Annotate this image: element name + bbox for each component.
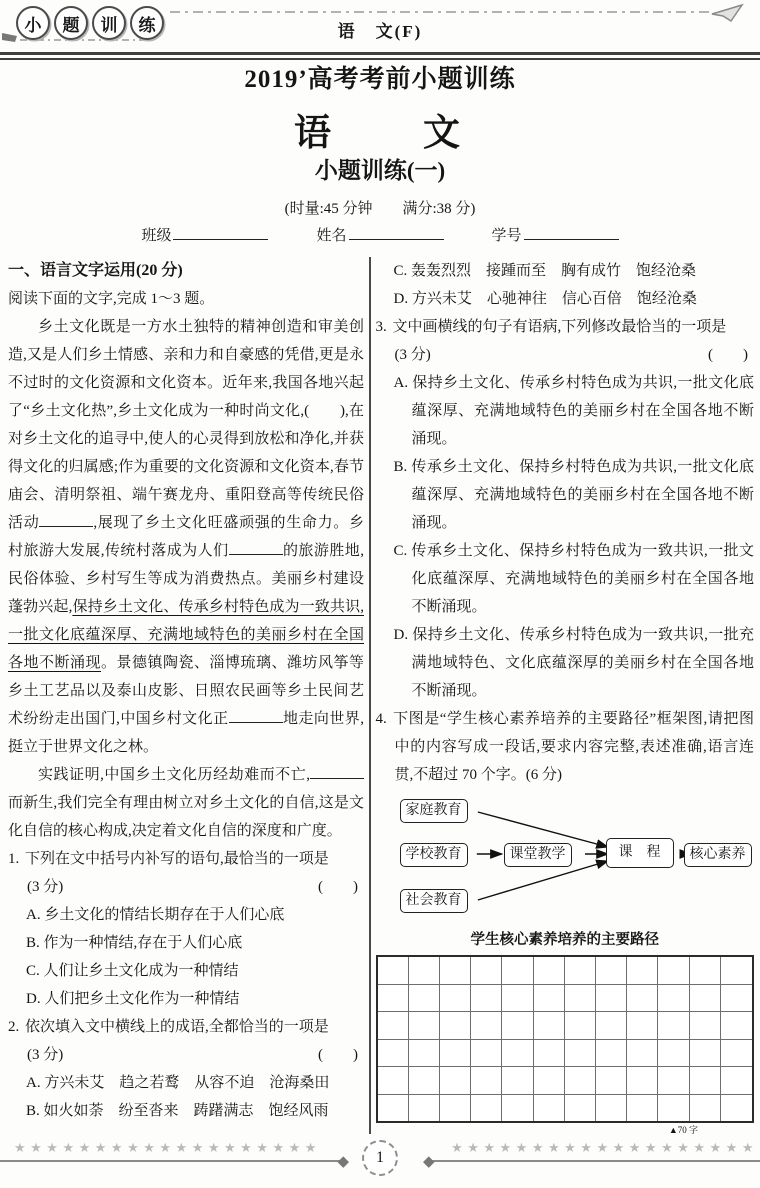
option-text: 方兴未艾 心驰神往 信心百倍 饱经沧桑 — [411, 291, 697, 307]
grid-cell[interactable] — [596, 1012, 627, 1040]
option-a — [376, 369, 755, 453]
grid-cell[interactable] — [721, 957, 752, 985]
footer-rule-left — [0, 1140, 349, 1170]
diagram-caption: 学生核心素养培养的主要路径 — [470, 932, 659, 948]
question-2 — [8, 1013, 364, 1125]
grid-cell[interactable] — [471, 1040, 502, 1068]
grid-cell[interactable] — [690, 1095, 721, 1122]
question-2-stem — [8, 1013, 364, 1041]
diamond-icon: ◆ — [423, 1154, 435, 1170]
student-info-fields — [0, 224, 760, 245]
option-d — [8, 985, 364, 1013]
grid-cell[interactable] — [409, 1067, 440, 1095]
answer-bracket[interactable]: ( ) — [318, 879, 358, 895]
grid-cell[interactable] — [565, 1012, 596, 1040]
class-field — [141, 224, 268, 245]
question-number: 4. — [375, 711, 387, 727]
grid-cell[interactable] — [627, 1067, 658, 1095]
page-footer — [0, 1134, 760, 1182]
grid-cell[interactable] — [502, 1067, 533, 1095]
grid-cell[interactable] — [440, 1040, 471, 1068]
passage-text: 而新生,我们完全有理由树立对乡土文化的自信,这是文化自信的核心构成,决定着文化自信的深度和广度。 — [8, 795, 364, 839]
question-3-stem — [376, 313, 755, 341]
score-label: (3 分) — [27, 879, 64, 895]
grid-cell[interactable] — [565, 957, 596, 985]
option-label: D. — [393, 627, 409, 643]
passage-text: 乡土文化既是一方水土独特的精神创造和审美创造,又是人们乡土情感、亲和力和自豪感的凭借,更是永不过时的文化资源和文化资本。近年来,我国各地兴起了“乡土文化热”,乡土文化成为一种时尚文化,( ),在对乡土文化的追寻中,使人的心灵得到放松和净化,并获得文化的归属感;作为重要的文化资源和文化资本,春节庙会、清明祭祖、端午赛龙舟、重阳登高等传统民俗活动 — [8, 319, 364, 531]
logo-char: 训 — [92, 6, 126, 40]
diagram-box-family-education: 家庭教育 — [400, 799, 468, 823]
question-number: 3. — [375, 319, 387, 335]
fill-in-blank[interactable] — [39, 512, 93, 527]
question-number: 2. — [8, 1019, 20, 1035]
grid-cell[interactable] — [409, 1095, 440, 1122]
grid-cell[interactable] — [721, 1012, 752, 1040]
option-text: 轰轰烈烈 接踵而至 胸有成竹 饱经沧桑 — [411, 263, 697, 279]
header-subject: 语 文(F) — [337, 22, 423, 41]
option-c — [376, 257, 755, 285]
grid-cell[interactable] — [690, 1040, 721, 1068]
option-d — [376, 285, 755, 313]
question-stem-text: 下图是“学生核心素养培养的主要路径”框架图,请把图中的内容写成一段话,要求内容完整,表述准确,语言连贯,不超过 70 个字。 — [392, 711, 754, 783]
option-a — [8, 1069, 364, 1097]
option-d — [376, 621, 755, 705]
passage-paragraph-2 — [8, 761, 364, 845]
answer-bracket[interactable]: ( ) — [708, 347, 748, 363]
option-label: C. — [393, 263, 408, 279]
grid-cell[interactable] — [690, 985, 721, 1013]
grid-cell[interactable] — [534, 957, 565, 985]
answer-grid — [376, 955, 755, 1123]
grid-cell[interactable] — [596, 985, 627, 1013]
diagram-box-core-literacy: 核心素养 — [684, 843, 752, 867]
underlined-sentence: 保持乡土文化、传承乡村特色成为一致共识,一批文化底蕴深厚、充满地域特色的美丽乡村在全国各地不断涌现 — [8, 599, 364, 671]
logo-char: 练 — [130, 6, 164, 40]
option-label: D. — [393, 291, 409, 307]
page-title: 2019’高考考前小题训练 — [244, 66, 516, 93]
grid-cell[interactable] — [378, 985, 409, 1013]
grid-cell[interactable] — [440, 1012, 471, 1040]
grid-cell[interactable] — [690, 1012, 721, 1040]
grid-cell[interactable] — [471, 1095, 502, 1122]
grid-cell[interactable] — [378, 1095, 409, 1122]
question-3 — [376, 313, 755, 705]
question-3-scoreline — [376, 341, 755, 369]
class-label: 班级 — [141, 228, 172, 244]
name-label: 姓名 — [316, 228, 347, 244]
option-c — [8, 957, 364, 985]
grid-cell[interactable] — [565, 1067, 596, 1095]
question-4-stem — [376, 705, 755, 789]
option-label: B. — [26, 1103, 40, 1119]
logo-char: 小 — [16, 6, 50, 40]
score-label: (6 分) — [525, 767, 563, 783]
question-stem-text: 依次填入文中横线上的成语,全都恰当的一项是 — [25, 1019, 329, 1035]
grid-cell[interactable] — [658, 985, 689, 1013]
grid-cell[interactable] — [565, 985, 596, 1013]
grid-cell[interactable] — [471, 985, 502, 1013]
option-text: 保持乡土文化、传承乡村特色成为一致共识,一批充满地域特色、文化底蕴深厚的美丽乡村在全国各地不断涌现。 — [411, 627, 754, 699]
passage-text: 的旅游胜地,民俗体验、乡村写生等成为消费热点。美丽乡村建设蓬勃兴起, — [8, 543, 364, 615]
option-label: B. — [26, 935, 40, 951]
grid-cell[interactable] — [627, 957, 658, 985]
grid-cell[interactable] — [502, 1095, 533, 1122]
score-label: (3 分) — [27, 1047, 64, 1063]
option-a — [8, 901, 364, 929]
grid-cell[interactable] — [658, 1067, 689, 1095]
grid-cell[interactable] — [440, 957, 471, 985]
grid-cell[interactable] — [440, 1095, 471, 1122]
grid-cell[interactable] — [409, 1040, 440, 1068]
grid-cell[interactable] — [534, 1067, 565, 1095]
question-2-scoreline — [8, 1041, 364, 1069]
grid-cell[interactable] — [596, 1067, 627, 1095]
passage-text: 。景德镇陶瓷、淄博琉璃、潍坊风筝等乡土工艺品以及泰山皮影、日照农民画等乡土民间艺术纷纷走出国门,中国乡村文化正 — [8, 655, 364, 727]
fill-in-blank[interactable] — [229, 540, 283, 555]
option-text: 传承乡土文化、保持乡村特色成为一致共识,一批文化底蕴深厚、充满地域特色的美丽乡村在全国各地不断涌现。 — [411, 543, 754, 615]
grid-cell[interactable] — [502, 1012, 533, 1040]
grid-cell[interactable] — [534, 1095, 565, 1122]
grid-cell[interactable] — [502, 1040, 533, 1068]
right-column — [376, 257, 755, 1134]
id-label: 学号 — [491, 228, 522, 244]
diagram-box-society-education: 社会教育 — [400, 889, 468, 913]
answer-bracket[interactable]: ( ) — [318, 1047, 358, 1063]
class-fill-line[interactable] — [173, 224, 268, 240]
grid-cell[interactable] — [596, 1040, 627, 1068]
paper-subtitle: 小题训练(一) — [314, 158, 446, 183]
subject-title: 语 文 — [294, 113, 466, 154]
option-text: 保持乡土文化、传承乡村特色成为共识,一批文化底蕴深厚、充满地域特色的美丽乡村在全国各地不断涌现。 — [411, 375, 754, 447]
diagram-box-curriculum: 课 程 — [606, 838, 674, 868]
star-decoration: ★★★★★★★★★★★★★★★★★★★ — [14, 1140, 321, 1155]
word-limit-marker: ▲70 字 — [668, 1125, 698, 1135]
fill-in-blank[interactable] — [310, 764, 364, 779]
name-field — [316, 224, 443, 245]
grid-cell[interactable] — [627, 1012, 658, 1040]
option-b — [376, 453, 755, 537]
option-text: 如火如荼 纷至沓来 踌躇满志 饱经风雨 — [43, 1103, 329, 1119]
section-intro: 阅读下面的文字,完成 1～3 题。 — [8, 291, 215, 307]
grid-cell[interactable] — [721, 1040, 752, 1068]
question-number: 1. — [8, 851, 20, 867]
grid-cell[interactable] — [409, 1012, 440, 1040]
grid-cell[interactable] — [440, 1067, 471, 1095]
grid-cell[interactable] — [627, 985, 658, 1013]
passage-paragraph-1 — [8, 313, 364, 761]
grid-cell[interactable] — [658, 1040, 689, 1068]
option-text: 传承乡土文化、保持乡村特色成为共识,一批文化底蕴深厚、充满地域特色的美丽乡村在全国各地不断涌现。 — [411, 459, 754, 531]
grid-cell[interactable] — [378, 1067, 409, 1095]
option-b — [8, 929, 364, 957]
question-1 — [8, 845, 364, 1013]
question-stem-text: 文中画横线的句子有语病,下列修改最恰当的一项是 — [392, 319, 727, 335]
grid-cell[interactable] — [502, 957, 533, 985]
diagram-box-classroom-teaching: 课堂教学 — [504, 843, 572, 867]
section-heading: 一、语言文字运用(20 分) — [8, 262, 183, 279]
grid-cell[interactable] — [502, 985, 533, 1013]
option-label: D. — [26, 991, 41, 1007]
passage-text: 实践证明,中国乡土文化历经劫难而不亡, — [38, 767, 310, 783]
page-number: 1 — [362, 1140, 398, 1176]
option-label: A. — [26, 907, 41, 923]
question-4 — [376, 705, 755, 789]
option-b — [8, 1097, 364, 1125]
grid-cell[interactable] — [409, 957, 440, 985]
fill-in-blank[interactable] — [229, 708, 283, 723]
passage-text: 地走向世界,挺立于世界文化之林。 — [8, 711, 364, 755]
option-text: 人们把乡土文化作为一种情结 — [44, 991, 240, 1007]
grid-cell[interactable] — [596, 957, 627, 985]
grid-cell[interactable] — [658, 1095, 689, 1122]
grid-cell[interactable] — [627, 1040, 658, 1068]
grid-cell[interactable] — [409, 985, 440, 1013]
grid-cell[interactable] — [721, 1067, 752, 1095]
grid-cell[interactable] — [378, 957, 409, 985]
grid-cell[interactable] — [471, 1067, 502, 1095]
footer-rule-right — [423, 1140, 760, 1170]
grid-cell[interactable] — [658, 1012, 689, 1040]
option-label: A. — [26, 1075, 41, 1091]
column-divider — [369, 257, 371, 1134]
grid-cell[interactable] — [627, 1095, 658, 1122]
grid-cell[interactable] — [440, 985, 471, 1013]
name-fill-line[interactable] — [349, 224, 444, 240]
grid-cell[interactable] — [565, 1095, 596, 1122]
grid-cell[interactable] — [596, 1095, 627, 1122]
diagram-box-school-education: 学校教育 — [400, 843, 468, 867]
option-label: B. — [393, 459, 408, 475]
id-fill-line[interactable] — [524, 224, 619, 240]
option-text: 方兴未艾 趋之若鹜 从容不迫 沧海桑田 — [44, 1075, 330, 1091]
grid-cell[interactable] — [378, 1012, 409, 1040]
id-field — [492, 224, 619, 245]
star-decoration: ★★★★★★★★★★★★★★★★★★★ — [451, 1140, 758, 1155]
option-label: C. — [393, 543, 408, 559]
left-column — [8, 257, 364, 1134]
grid-cell[interactable] — [534, 985, 565, 1013]
option-text: 人们让乡土文化成为一种情结 — [43, 963, 239, 979]
option-label: C. — [26, 963, 40, 979]
question-1-stem — [8, 845, 364, 873]
time-score-meta: (时量:45 分钟 满分:38 分) — [284, 201, 476, 217]
logo-char: 题 — [54, 6, 88, 40]
option-text: 乡土文化的情结长期存在于人们心底 — [44, 907, 285, 923]
grid-cell[interactable] — [658, 957, 689, 985]
grid-cell[interactable] — [534, 1012, 565, 1040]
grid-cell[interactable] — [721, 1095, 752, 1122]
score-label: (3 分) — [394, 347, 431, 363]
grid-cell[interactable] — [471, 957, 502, 985]
pathway-diagram — [378, 797, 755, 927]
grid-cell[interactable] — [721, 985, 752, 1013]
grid-cell[interactable] — [690, 1067, 721, 1095]
diamond-icon: ◆ — [337, 1154, 349, 1170]
grid-cell[interactable] — [534, 1040, 565, 1068]
grid-cell[interactable] — [378, 1040, 409, 1068]
question-stem-text: 下列在文中括号内补写的语句,最恰当的一项是 — [25, 851, 329, 867]
grid-cell[interactable] — [565, 1040, 596, 1068]
grid-cell[interactable] — [690, 957, 721, 985]
question-1-scoreline — [8, 873, 364, 901]
grid-cell[interactable] — [471, 1012, 502, 1040]
passage-text: ,展现了乡土文化旺盛顽强的生命力。乡村旅游大发展,传统村落成为人们 — [8, 515, 364, 559]
option-text: 作为一种情结,存在于人们心底 — [43, 935, 243, 951]
option-c — [376, 537, 755, 621]
content-columns — [0, 257, 760, 1134]
option-label: A. — [393, 375, 409, 391]
question-2-continued — [376, 257, 755, 313]
